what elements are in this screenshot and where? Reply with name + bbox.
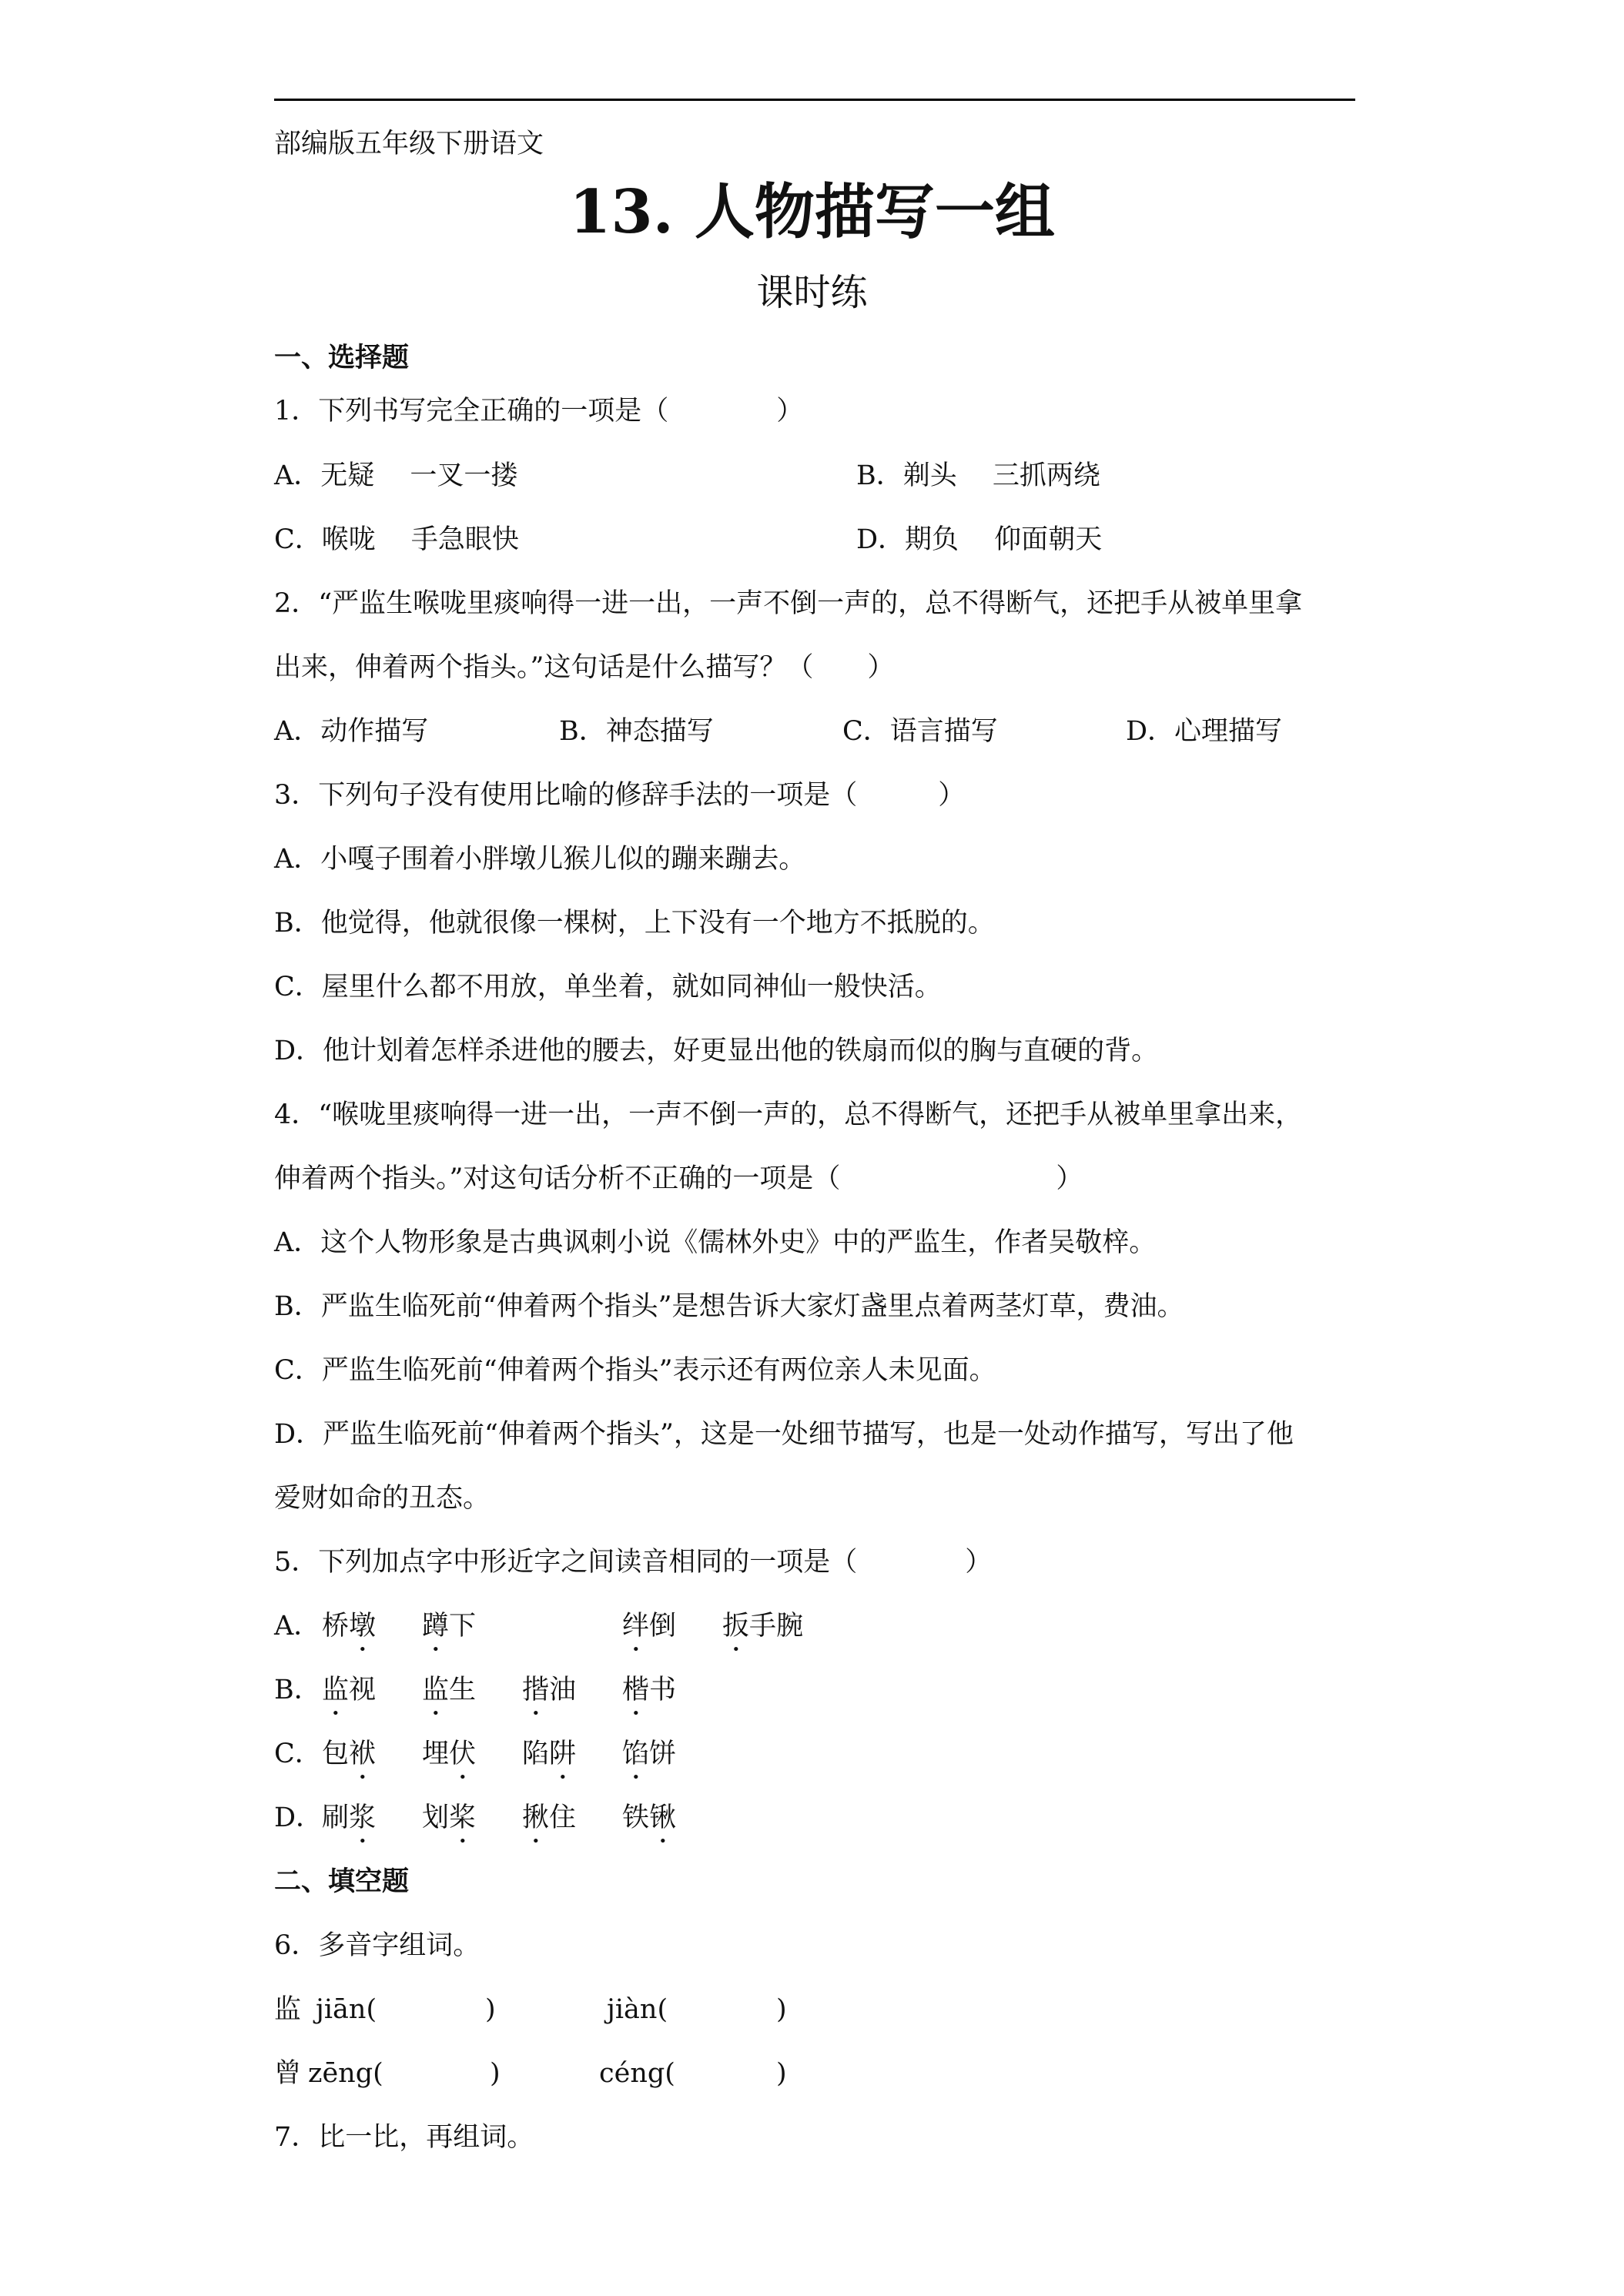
- q5-a-word-1: 桥墩: [322, 1611, 377, 1642]
- emphasis-dot-char: 绊: [622, 1611, 650, 1642]
- q4-stem-line2: 伸着两个指头。”对这句话分析不正确的一项是（ ）: [274, 1163, 1083, 1194]
- q1-option-a: A．无疑 一叉一搂: [274, 460, 518, 491]
- q5-option-b-letter: B．: [274, 1675, 321, 1705]
- q5-d-word-1: 刷浆: [322, 1802, 377, 1833]
- emphasis-dot-char: 揪: [522, 1802, 550, 1833]
- emphasis-dot-char: 监: [422, 1675, 450, 1705]
- q4-option-d-line2: 爱财如命的丑态。: [274, 1483, 491, 1514]
- q5-b-word-4: 楷书: [622, 1675, 677, 1705]
- page-title: 13. 人物描写一组: [569, 177, 1055, 247]
- q5-d-word-2: 划桨: [422, 1802, 477, 1833]
- q5-b-word-1: 监视: [322, 1675, 377, 1705]
- emphasis-dot-char: 蹲: [422, 1611, 450, 1642]
- q3-stem: 3．下列句子没有使用比喻的修辞手法的一项是（ ）: [274, 780, 966, 811]
- q6-line1-close1: ): [485, 1994, 496, 2025]
- emphasis-dot-char: 伏: [449, 1739, 477, 1769]
- q5-c-word-4: 馅饼: [622, 1739, 677, 1769]
- q3-option-a: A．小嘎子围着小胖墩儿猴儿似的蹦来蹦去。: [274, 844, 806, 875]
- q1-option-b: B．剃头 三抓两绕: [856, 460, 1100, 491]
- q4-option-c: C．严监生临死前“伸着两个指头”表示还有两位亲人未见面。: [274, 1355, 996, 1386]
- q5-option-c-letter: C．: [274, 1739, 322, 1769]
- q2-option-a: A．动作描写: [274, 716, 429, 747]
- q5-c-word-3: 陷阱: [522, 1739, 577, 1769]
- q6-line1-pinyin2: jiàn(: [607, 1994, 668, 2025]
- q5-a-word-3: 绊倒: [622, 1611, 677, 1642]
- q2-stem-line1: 2．“严监生喉咙里痰响得一进一出，一声不倒一声的，总不得断气，还把手从被单里拿: [274, 588, 1303, 619]
- emphasis-dot-char: 楷: [622, 1675, 650, 1705]
- q1-option-d: D．期负 仰面朝天: [856, 524, 1103, 555]
- q4-stem-line1: 4．“喉咙里痰响得一进一出，一声不倒一声的，总不得断气，还把手从被单里拿出来，: [274, 1099, 1303, 1130]
- q5-a-word-4: 扳手腕: [722, 1611, 804, 1642]
- q6-line2-close1: ): [490, 2058, 501, 2089]
- emphasis-dot-char: 揩: [522, 1675, 550, 1705]
- q2-option-d: D．心理描写: [1126, 716, 1283, 747]
- q5-b-word-3: 揩油: [522, 1675, 577, 1705]
- q4-option-b: B．严监生临死前“伸着两个指头”是想告诉大家灯盏里点着两茎灯草，费油。: [274, 1291, 1184, 1322]
- q2-stem-line2: 出来，伸着两个指头。”这句话是什么描写？（ ）: [274, 652, 895, 683]
- q4-option-d-line1: D．严监生临死前“伸着两个指头”，这是一处细节描写，也是一处动作描写，写出了他: [274, 1419, 1294, 1450]
- q6-line2-pinyin2: céng(: [599, 2058, 675, 2089]
- header-label: 部编版五年级下册语文: [274, 129, 544, 159]
- q6-stem: 6．多音字组词。: [274, 1930, 481, 1961]
- q6-line1-pinyin1: jiān(: [316, 1994, 377, 2025]
- emphasis-dot-char: 桨: [449, 1802, 477, 1833]
- emphasis-dot-char: 馅: [622, 1739, 650, 1769]
- q5-b-word-2: 监生: [422, 1675, 477, 1705]
- q5-option-a-letter: A．: [274, 1611, 321, 1642]
- q5-stem: 5．下列加点字中形近字之间读音相同的一项是（ ）: [274, 1547, 993, 1578]
- q5-option-d-letter: D．: [274, 1802, 323, 1833]
- q6-line2-close2: ): [776, 2058, 787, 2089]
- emphasis-dot-char: 阱: [549, 1739, 577, 1769]
- page-subtitle: 课时练: [756, 271, 868, 314]
- q5-c-word-2: 埋伏: [422, 1739, 477, 1769]
- q1-stem: 1．下列书写完全正确的一项是（ ）: [274, 396, 804, 427]
- q3-option-c: C．屋里什么都不用放，单坐着，就如同神仙一般快活。: [274, 972, 942, 1002]
- q6-line2-char: 曾: [274, 2058, 302, 2089]
- q5-a-word-2: 蹲下: [422, 1611, 477, 1642]
- section-heading-choice: 一、选择题: [274, 342, 410, 373]
- q3-option-b: B．他觉得，他就很像一棵树，上下没有一个地方不抵脱的。: [274, 908, 995, 939]
- emphasis-dot-char: 扳: [722, 1611, 750, 1642]
- q5-d-word-4: 铁锹: [622, 1802, 677, 1833]
- q3-option-d: D．他计划着怎样杀进他的腰去，好更显出他的铁扇而似的胸与直硬的背。: [274, 1036, 1159, 1066]
- section-heading-fill: 二、填空题: [274, 1866, 410, 1897]
- header-rule: [274, 99, 1355, 101]
- emphasis-dot-char: 锹: [649, 1802, 677, 1833]
- emphasis-dot-char: 墩: [349, 1611, 377, 1642]
- q6-line1-close2: ): [776, 1994, 787, 2025]
- emphasis-dot-char: 监: [322, 1675, 350, 1705]
- emphasis-dot-char: 袱: [349, 1739, 377, 1769]
- q2-option-c: C．语言描写: [842, 716, 998, 747]
- q7-stem: 7．比一比，再组词。: [274, 2122, 534, 2153]
- q6-line2-pinyin1: zēng(: [308, 2058, 383, 2089]
- q4-option-a: A．这个人物形象是古典讽刺小说《儒林外史》中的严监生，作者吴敬梓。: [274, 1227, 1157, 1258]
- q5-d-word-3: 揪住: [522, 1802, 577, 1833]
- q6-line1-char: 监: [274, 1994, 302, 2025]
- q1-option-c: C．喉咙 手急眼快: [274, 524, 519, 555]
- q2-option-b: B．神态描写: [559, 716, 714, 747]
- emphasis-dot-char: 浆: [349, 1802, 377, 1833]
- q5-c-word-1: 包袱: [322, 1739, 377, 1769]
